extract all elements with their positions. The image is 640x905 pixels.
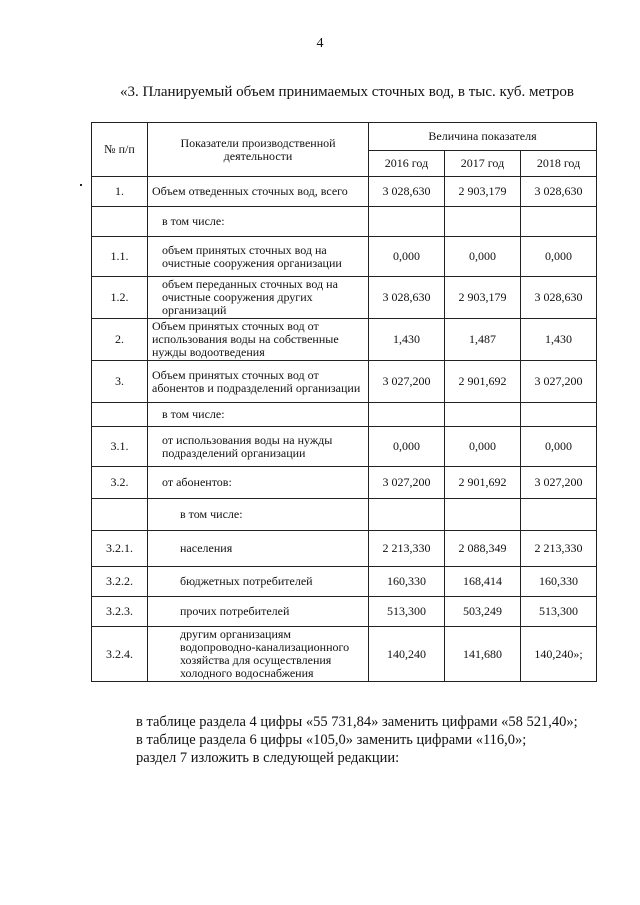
note-line: в таблице раздела 6 цифры «105,0» заменить цифрами «116,0»; [136,732,527,748]
row-value: 2 088,349 [445,531,521,567]
row-value: 3 028,630 [521,177,597,207]
row-value: 513,300 [521,597,597,627]
table-row [92,597,597,627]
table-row [92,427,597,467]
row-value: 2 901,692 [445,467,521,499]
row-value: 2 901,692 [445,361,521,403]
row-value [445,207,521,237]
wastewater-table [91,122,597,682]
row-value: 3 027,200 [521,467,597,499]
row-value: 2 213,330 [369,531,445,567]
row-indicator: объем принятых сточных вод на очистные сооружения организации [148,237,369,277]
row-indicator: населения [148,531,369,567]
row-number: 1.1. [92,237,148,277]
row-value: 160,330 [369,567,445,597]
row-value [445,403,521,427]
row-value [445,499,521,531]
row-value: 1,487 [445,319,521,361]
row-number: 2. [92,319,148,361]
row-number: 3.2.1. [92,531,148,567]
table-row [92,499,597,531]
table-row [92,467,597,499]
table-row [92,319,597,361]
table-row [92,531,597,567]
row-indicator: в том числе: [148,403,369,427]
row-value: 0,000 [369,237,445,277]
row-number: 1.2. [92,277,148,319]
row-number: 3.2.3. [92,597,148,627]
table-row [92,237,597,277]
header-value-group: Величина показателя [369,123,597,151]
row-number: 3.1. [92,427,148,467]
row-number: 3.2.4. [92,627,148,682]
row-number: 3.2. [92,467,148,499]
note-line: в таблице раздела 4 цифры «55 731,84» заменить цифрами «58 521,40»; [136,714,578,730]
header-indicators: Показатели производственной деятельности [148,123,369,177]
header-year: 2016 год [369,151,445,177]
row-value [369,207,445,237]
page-number: 4 [316,36,324,51]
header-year: 2017 год [445,151,521,177]
section-heading: «3. Планируемый объем принимаемых сточных вод, в тыс. куб. метров [120,84,574,100]
row-value: 1,430 [521,319,597,361]
note-line: раздел 7 изложить в следующей редакции: [136,750,400,766]
row-value: 0,000 [521,427,597,467]
header-num: № п/п [92,123,148,177]
row-value: 168,414 [445,567,521,597]
amendment-notes [136,713,578,767]
row-number: 1. [92,177,148,207]
row-value: 0,000 [521,237,597,277]
row-value [369,499,445,531]
row-number: 3.2.2. [92,567,148,597]
row-indicator: Объем отведенных сточных вод, всего [148,177,369,207]
row-value: 160,330 [521,567,597,597]
table-row [92,567,597,597]
row-value [521,499,597,531]
row-indicator: в том числе: [148,499,369,531]
table-row [92,361,597,403]
row-value: 513,300 [369,597,445,627]
table-row [92,627,597,682]
row-value: 3 027,200 [369,361,445,403]
row-indicator: бюджетных потребителей [148,567,369,597]
margin-mark [80,184,82,186]
table-row [92,277,597,319]
table-row [92,177,597,207]
row-value: 3 027,200 [521,361,597,403]
table-row [92,403,597,427]
header-year: 2018 год [521,151,597,177]
row-value [521,207,597,237]
row-indicator: объем переданных сточных вод на очистные сооружения других организаций [148,277,369,319]
row-indicator: от использования воды на нужды подразделений организации [148,427,369,467]
row-value [369,403,445,427]
row-value: 2 213,330 [521,531,597,567]
row-indicator: в том числе: [148,207,369,237]
row-indicator: Объем принятых сточных вод от использования воды на собственные нужды водоотведения [148,319,369,361]
row-indicator: прочих потребителей [148,597,369,627]
row-value: 141,680 [445,627,521,682]
row-value: 503,249 [445,597,521,627]
row-number [92,207,148,237]
row-indicator: от абонентов: [148,467,369,499]
row-indicator: другим организациям водопроводно-канализационного хозяйства для осуществления холодного водоснабжения [148,627,369,682]
row-value: 0,000 [369,427,445,467]
row-value: 3 027,200 [369,467,445,499]
row-value: 2 903,179 [445,177,521,207]
row-number [92,403,148,427]
row-value: 3 028,630 [521,277,597,319]
row-value: 2 903,179 [445,277,521,319]
row-value: 3 028,630 [369,177,445,207]
row-value: 140,240 [369,627,445,682]
row-indicator: Объем принятых сточных вод от абонентов и подразделений организации [148,361,369,403]
table-row [92,207,597,237]
row-number [92,499,148,531]
row-value: 0,000 [445,427,521,467]
row-value [521,403,597,427]
row-value: 0,000 [445,237,521,277]
row-number: 3. [92,361,148,403]
row-value: 3 028,630 [369,277,445,319]
row-value: 140,240»; [521,627,597,682]
row-value: 1,430 [369,319,445,361]
